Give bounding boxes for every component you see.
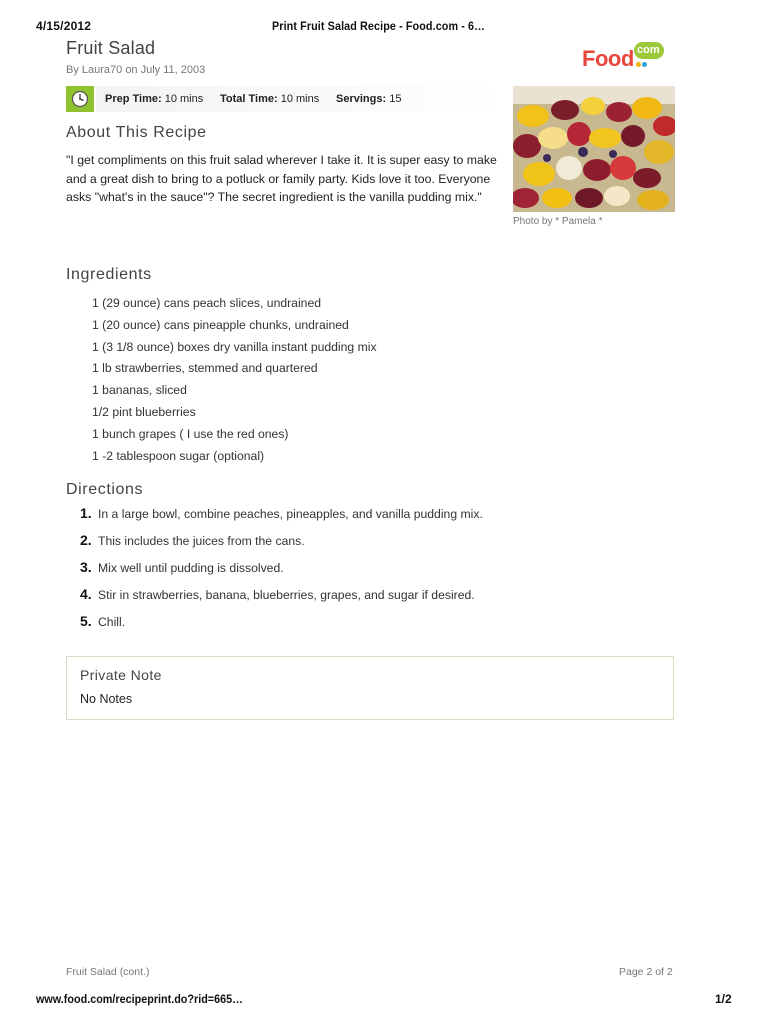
clock-icon (71, 90, 89, 108)
logo-dot (642, 62, 647, 67)
food-com-logo[interactable] (582, 42, 668, 74)
step-text: Stir in strawberries, banana, blueberries, grapes, and sugar if desired. (98, 588, 475, 602)
print-url[interactable]: www.food.com/recipeprint.do?rid=665… (36, 992, 243, 1006)
page-footer-title: Fruit Salad (cont.) (66, 966, 150, 978)
prep-time: Prep Time: 10 mins (105, 93, 204, 105)
page-footer-number: Page 2 of 2 (619, 966, 673, 978)
logo-dot (636, 62, 641, 67)
info-strip (96, 86, 504, 112)
step-text: This includes the juices from the cans. (98, 534, 305, 548)
recipe-photo[interactable] (513, 86, 675, 212)
photo-credit: Photo by * Pamela * (513, 216, 603, 227)
private-note-body: No Notes (80, 692, 133, 706)
step-text: Chill. (98, 615, 126, 629)
list-item: 1 bunch grapes ( I use the red ones) (92, 426, 289, 441)
about-heading: About This Recipe (66, 124, 207, 141)
ingredients-heading: Ingredients (66, 266, 152, 283)
recipe-byline: By Laura70 on July 11, 2003 (66, 64, 206, 76)
step-text: Mix well until pudding is dissolved. (98, 561, 284, 575)
print-page-count: 1/2 (715, 992, 732, 1006)
about-text: "I get compliments on this fruit salad wherever I take it. It is super easy to make and a great dish to bring to a potluck or family party. Kids love it too. Everyone asks "what's in the sauce"? The secret ingredient is the vanilla pudding mix." (66, 153, 497, 204)
step-number: 5. (80, 613, 92, 629)
step-number: 4. (80, 586, 92, 602)
logo-food-text: Food (582, 46, 634, 71)
private-note-box (66, 656, 674, 720)
recipe-info-bar (66, 86, 504, 112)
total-time: Total Time: 10 mins (220, 93, 320, 105)
ingredients-list (92, 295, 377, 469)
directions-heading: Directions (66, 481, 144, 498)
clock-icon-box (66, 86, 94, 112)
list-item: 1/2 pint blueberries (92, 404, 196, 419)
private-note-title: Private Note (80, 667, 162, 683)
servings: Servings: 15 (336, 93, 402, 105)
step-number: 3. (80, 559, 92, 575)
step-number: 2. (80, 532, 92, 548)
list-item: 1 lb strawberries, stemmed and quartered (92, 361, 318, 376)
print-page-title: Print Fruit Salad Recipe - Food.com - 6… (272, 19, 486, 33)
list-item: 1 bananas, sliced (92, 383, 187, 398)
recipe-title: Fruit Salad (66, 38, 156, 58)
fruit-salad-image (513, 86, 675, 212)
print-date: 4/15/2012 (36, 19, 92, 33)
list-item: 1 (3 1/8 ounce) boxes dry vanilla instant pudding mix (92, 339, 377, 354)
step-text: In a large bowl, combine peaches, pineapples, and vanilla pudding mix. (98, 507, 483, 521)
list-item: 1 (29 ounce) cans peach slices, undrained (92, 296, 321, 310)
list-item: 1 -2 tablespoon sugar (optional) (92, 448, 265, 463)
logo-com-text: com (637, 44, 660, 56)
list-item: 1 (20 ounce) cans pineapple chunks, undrained (92, 317, 349, 332)
step-number: 1. (80, 505, 92, 521)
